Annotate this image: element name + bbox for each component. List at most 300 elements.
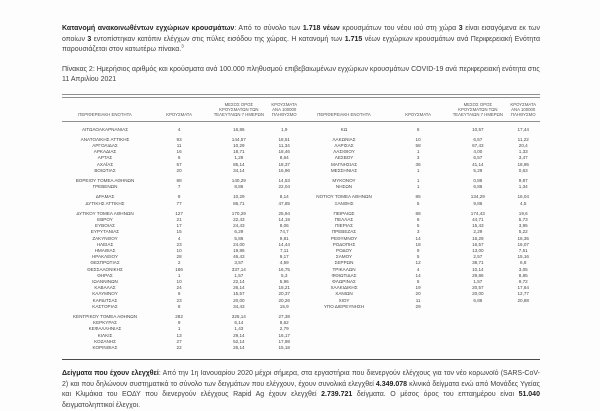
value-cell: 52,14 — [233, 338, 245, 344]
region-name: ΑΝΑΤΟΛΙΚΗΣ ΑΤΤΙΚΗΣ — [80, 136, 130, 142]
region-name: ΛΑΡΙΣΑΣ — [334, 142, 354, 148]
emphasis-text: 2.739.721 — [321, 391, 353, 399]
table-row — [301, 304, 540, 310]
emphasis-text: 4.349.078 — [375, 380, 408, 388]
value-cell: 85 — [415, 194, 421, 200]
value-cell: 12 — [415, 260, 421, 266]
body-text: νέων εγχώριων κρουσμάτων ανά Περιφερειακή Ενότητα παρουσιάζεται στον κατωτέρω πίνακα. — [62, 35, 540, 53]
value-cell: 18,46 — [278, 149, 290, 155]
value-cell: 15 — [176, 229, 182, 235]
region-name: ΦΘΙΩΤΙΔΑΣ — [331, 272, 357, 278]
region-name: ΙΩΑΝΝΙΝΩΝ — [92, 278, 118, 284]
value-cell: 14,44 — [278, 241, 290, 247]
table-group — [301, 127, 540, 133]
table-row — [62, 304, 301, 310]
table-group — [62, 211, 301, 310]
table-row — [62, 184, 301, 190]
value-cell: 88 — [415, 210, 421, 216]
value-cell: 5,22 — [518, 229, 528, 235]
emphasis-text: Δείγματα που έχουν ελεγχθεί — [62, 370, 159, 378]
column-header: ΜΕΣΟΣ ΟΡΟΣ ΚΡΟΥΣΜΑΤΩΝ ΤΩΝ ΤΕΛΕΥΤΑΙΩΝ 7 ΗΜΕΡΩΝ — [452, 101, 503, 118]
region-name: ΚΑΛΥΜΝΟΥ — [92, 291, 118, 297]
column-header: ΚΡΟΥΣΜΑΤΑ ΑΝΑ 100000 ΠΛΗΘΥΣΜΟ — [510, 101, 537, 118]
region-name: ΤΡΙΚΑΛΩΝ — [332, 266, 356, 272]
value-cell: 19 — [415, 285, 421, 291]
value-cell: 134,29 — [470, 194, 485, 200]
value-cell: 22,43 — [233, 216, 245, 222]
region-name: ΡΟΔΟΠΗΣ — [332, 241, 356, 247]
region-name: ΜΑΓΝΗΣΙΑΣ — [330, 161, 358, 167]
emphasis-text: 1.718 νέων — [302, 25, 340, 32]
region-name: ΕΥΡΥΤΑΝΙΑΣ — [90, 229, 120, 235]
value-cell: 174,43 — [470, 210, 485, 216]
value-cell: 24,43 — [233, 223, 245, 229]
value-cell: 6,86 — [473, 297, 483, 303]
region-name: ΚΕΦΑΛΛΗΝΙΑΣ — [88, 326, 122, 332]
value-cell: 3 — [416, 155, 420, 161]
value-cell: 10 — [415, 136, 421, 142]
value-cell: 1 — [416, 167, 420, 173]
region-name: ΑΡΤΑΣ — [97, 155, 113, 161]
value-cell: 6,29 — [234, 229, 244, 235]
value-cell: 6,86 — [473, 184, 483, 190]
value-cell: 17,44 — [517, 126, 529, 132]
value-cell: 93 — [176, 136, 182, 142]
table-caption: Πίνακας 2: Ημερήσιος αριθμός και κρούσματα ανά 100.000 πληθυσμού επιβεβαιωμένων εγχώριων κρουσμάτων COVID-19 ανά περιφερειακή ενότητα στις 11 Απριλίου 2021 — [62, 65, 540, 83]
value-cell: 1 — [416, 177, 420, 183]
value-cell: 3 — [416, 229, 420, 235]
value-cell: 26,14 — [233, 345, 245, 350]
region-name: ΖΑΚΥΝΘΟΥ — [92, 235, 118, 241]
region-name: ΔΥΤΙΚΟΥ ΤΟΜΕΑ ΑΘΗΝΩΝ — [76, 210, 134, 216]
value-cell: 9,81 — [279, 235, 289, 241]
value-cell: 19,86 — [233, 247, 245, 253]
value-cell: 8 — [177, 194, 181, 200]
region-name: ΒΟΡΕΙΟΥ ΤΟΜΕΑ ΑΘΗΝΩΝ — [75, 177, 135, 183]
value-cell: 10 — [176, 278, 182, 284]
value-cell: 20,00 — [472, 291, 484, 297]
value-cell: 20,4 — [518, 142, 528, 148]
region-name: ΦΛΩΡΙΝΑΣ — [332, 278, 356, 284]
value-cell: 29,14 — [233, 332, 245, 338]
value-cell: 27 — [176, 338, 182, 344]
region-name: ΧΙΟΥ — [338, 297, 350, 303]
region-name: ΜΥΚΟΝΟΥ — [332, 177, 356, 183]
region-name: ΧΑΛΚΙΔΙΚΗΣ — [330, 285, 358, 291]
value-cell: 88 — [176, 177, 182, 183]
value-cell: 0,63 — [518, 167, 528, 173]
region-name: ΚΑΡΔΙΤΣΑΣ — [92, 297, 118, 303]
value-cell: 15,43 — [472, 223, 484, 229]
value-cell: 2 — [177, 260, 181, 266]
region-name: ΒΟΙΩΤΙΑΣ — [94, 167, 116, 173]
table-row — [301, 184, 540, 190]
value-cell: 18,51 — [278, 136, 290, 142]
value-cell: 9 — [416, 247, 420, 253]
value-cell: 20 — [415, 291, 421, 297]
column-header: ΚΡΟΥΣΜΑΤΑ — [405, 112, 431, 118]
value-cell: 1,29 — [234, 155, 244, 161]
value-cell: 12,77 — [517, 291, 529, 297]
region-name: ΚΙΛΚΙΣ — [97, 332, 113, 338]
value-cell: 14 — [415, 272, 421, 278]
value-cell: 1,57 — [473, 278, 483, 284]
cases-table-right — [301, 127, 540, 356]
region-name: ΗΡΑΚΛΕΙΟΥ — [91, 254, 119, 260]
value-cell: 2,79 — [279, 326, 289, 332]
table-group — [301, 137, 540, 174]
region-name: ΛΑΚΩΝΙΑΣ — [332, 136, 356, 142]
value-cell: 8 — [177, 303, 181, 309]
region-name: ΗΜΑΘΙΑΣ — [94, 247, 116, 253]
table-group — [62, 314, 301, 351]
region-name: ΔΡΑΜΑΣ — [95, 194, 115, 200]
region-name: ΘΕΣΣΑΛΟΝΙΚΗΣ — [87, 266, 123, 272]
value-cell: 46,43 — [233, 254, 245, 260]
value-cell: 38,71 — [472, 260, 484, 266]
table-row — [301, 168, 540, 174]
value-cell: 18 — [415, 241, 421, 247]
region-name: ΛΕΣΒΟΥ — [334, 155, 354, 161]
value-cell: 1,9 — [281, 126, 288, 132]
table-row — [301, 201, 540, 207]
value-cell: 8,62 — [279, 320, 289, 326]
value-cell: 8,14 — [279, 194, 289, 200]
region-name: ΠΡΕΒΕΖΑΣ — [331, 229, 357, 235]
value-cell: 11 — [415, 297, 421, 303]
value-cell: 7,51 — [518, 247, 528, 253]
value-cell: 57 — [176, 161, 182, 167]
value-cell: 20,37 — [278, 291, 290, 297]
value-cell: 15,57 — [233, 291, 245, 297]
report-page — [62, 24, 540, 411]
emphasis-text: 1.715 — [344, 35, 363, 43]
value-cell: 10,29 — [233, 194, 245, 200]
value-cell: 17 — [176, 223, 182, 229]
region-name: ΑΧΑΪΑΣ — [96, 161, 114, 167]
region-name: ΚΟΖΑΝΗΣ — [94, 338, 116, 344]
value-cell: 20,88 — [517, 297, 529, 303]
value-cell: 22,04 — [278, 184, 290, 190]
region-name: ΧΑΝΙΩΝ — [335, 291, 353, 297]
table-row — [62, 345, 301, 351]
value-cell: 0,86 — [473, 177, 483, 183]
emphasis-text: 3 — [87, 35, 92, 43]
body-text: εντοπίστηκαν κατόπιν ελέγχων στις πύλες εισόδου της χώρας. Η κατανομή των — [91, 35, 345, 43]
value-cell: 4,00 — [473, 149, 483, 155]
region-name: ΚΩ — [340, 126, 348, 132]
region-name: ΣΕΡΡΩΝ — [334, 260, 354, 266]
value-cell: 8,86 — [234, 184, 244, 190]
value-cell: 3,57 — [234, 260, 244, 266]
column-header: ΜΕΣΟΣ ΟΡΟΣ ΚΡΟΥΣΜΑΤΩΝ ΤΩΝ ΤΕΛΕΥΤΑΙΩΝ 7 ΗΜΕΡΩΝ — [213, 101, 264, 118]
value-cell: 34,14 — [233, 167, 245, 173]
cases-table-left — [62, 127, 301, 356]
value-cell: 6 — [177, 155, 181, 161]
value-cell: 24,00 — [233, 241, 245, 247]
value-cell: 44,71 — [472, 216, 484, 222]
footnote-marker: 3 — [181, 43, 184, 49]
table-row — [301, 127, 540, 133]
value-cell: 20,26 — [278, 297, 290, 303]
value-cell: 127 — [175, 210, 183, 216]
emphasis-text: 51.040 — [518, 391, 540, 399]
value-cell: 3,05 — [518, 266, 528, 272]
column-header: ΠΕΡΙΦΕΡΕΙΑΚΗ ΕΝΟΤΗΤΑ — [78, 112, 132, 118]
region-name: ΘΕΣΠΡΩΤΙΑΣ — [90, 260, 120, 266]
region-name: ΚΑΒΑΛΑΣ — [94, 285, 116, 291]
region-name: ΛΑΣΙΘΙΟΥ — [333, 149, 355, 155]
body-text: κρουσμάτων του νέου ιού στη χώρα — [339, 25, 459, 32]
table-bottom-rule — [62, 359, 540, 360]
region-name: ΠΕΛΛΑΣ — [334, 216, 354, 222]
value-cell: 1,34 — [518, 184, 528, 190]
table-group — [301, 194, 540, 206]
value-cell: 11,22 — [517, 136, 529, 142]
value-cell: 10,29 — [233, 142, 245, 148]
region-name: ΕΥΒΟΙΑΣ — [95, 223, 115, 229]
distribution-paragraph — [62, 24, 540, 56]
body-text: : Από την 1η Ιανουαρίου 2020 μέχρι σήμερα, στα εργαστήρια που διενεργούν ελέγχους για τον νέο κορωνοϊό (SARS-CoV-2) και που δηλώνουν συστηματικά το σύνολο των δειγμάτων που ελέγχουν, έχουν συνολικά ελεγχθεί — [62, 370, 540, 388]
value-cell: 16,57 — [472, 241, 484, 247]
value-cell: 19,6 — [518, 210, 528, 216]
body-text: δειγματοληπτικοί έλεγχοι. — [62, 401, 141, 409]
region-name: ΚΑΣΤΟΡΙΑΣ — [92, 303, 118, 309]
value-cell: 6,14 — [234, 320, 244, 326]
value-cell: 1,57 — [234, 272, 244, 278]
value-cell: 23 — [176, 297, 182, 303]
value-cell: 5 — [416, 254, 420, 260]
value-cell: 7,11 — [279, 247, 289, 253]
value-cell: 325,14 — [231, 313, 246, 319]
value-cell: 29,86 — [472, 272, 484, 278]
value-cell: 21 — [176, 216, 182, 222]
value-cell: 17,64 — [517, 285, 529, 291]
region-name: ΕΒΡΟΥ — [97, 216, 113, 222]
value-cell: 6,57 — [473, 155, 483, 161]
region-name: ΡΕΘΥΜΝΟΥ — [330, 235, 358, 241]
value-cell: 144,57 — [231, 136, 246, 142]
region-name: ΡΟΔΟΥ — [336, 247, 353, 253]
region-name: ΑΡΓΟΛΙΔΑΣ — [92, 142, 118, 148]
value-cell: 17,98 — [278, 338, 290, 344]
value-cell: 5,3 — [281, 272, 288, 278]
value-cell: 1,43 — [234, 326, 244, 332]
value-cell: 9 — [177, 320, 181, 326]
value-cell: 13,00 — [472, 247, 484, 253]
body-text: κλινικά δείγματα ενώ από Μονάδες Υγείας και Κλιμάκια του ΕΟΔΥ που διενεργούν ελέγχους Rapid Ag έχουν ελεγχθεί — [62, 380, 541, 399]
value-cell: 5 — [416, 223, 420, 229]
value-cell: 16,17 — [278, 332, 290, 338]
region-name: ΚΟΡΙΝΘΙΑΣ — [92, 345, 118, 350]
value-cell: 5 — [416, 278, 420, 284]
value-cell: 186 — [175, 266, 183, 272]
value-cell: 77 — [176, 200, 182, 206]
value-cell: 1 — [416, 149, 420, 155]
value-cell: 86,71 — [233, 200, 245, 206]
value-cell: 58 — [415, 142, 421, 148]
value-cell: 8,06 — [279, 223, 289, 229]
value-cell: 282 — [175, 313, 183, 319]
table-header-left — [62, 98, 301, 121]
table-row — [62, 201, 301, 207]
value-cell: 14,19 — [278, 216, 290, 222]
table-header-band — [62, 98, 540, 121]
value-cell: 11,34 — [278, 142, 290, 148]
column-header: ΚΡΟΥΣΜΑΤΑ — [166, 112, 192, 118]
value-cell: 18,37 — [278, 161, 290, 167]
value-cell: 20,57 — [472, 285, 484, 291]
value-cell: 9,87 — [518, 177, 528, 183]
value-cell: 7 — [177, 184, 181, 190]
table-group — [62, 194, 301, 206]
value-cell: 15,16 — [517, 254, 529, 260]
table-row — [62, 168, 301, 174]
cases-table — [62, 122, 540, 360]
value-cell: 5,86 — [234, 235, 244, 241]
region-name: ΑΙΤΩΛΟΑΚΑΡΝΑΝΙΑΣ — [81, 126, 129, 132]
value-cell: 29 — [415, 303, 421, 309]
value-cell: 3,95 — [518, 223, 528, 229]
value-cell: 3,47 — [518, 155, 528, 161]
region-name: ΜΕΣΣΗΝΙΑΣ — [330, 167, 358, 173]
value-cell: 8 — [416, 216, 420, 222]
value-cell: 10,57 — [472, 126, 484, 132]
region-name: ΔΥΤΙΚΗΣ ΑΤΤΙΚΗΣ — [85, 200, 125, 206]
column-header: ΠΕΡΙΦΕΡΕΙΑΚΗ ΕΝΟΤΗΤΑ — [317, 112, 371, 118]
value-cell: 18,71 — [233, 149, 245, 155]
value-cell: 16,35 — [517, 235, 529, 241]
region-name: ΝΟΤΙΟΥ ΤΟΜΕΑ ΑΘΗΝΩΝ — [316, 194, 372, 200]
value-cell: 1 — [177, 326, 181, 332]
value-cell — [449, 304, 506, 310]
value-cell: 8,64 — [279, 155, 289, 161]
value-cell: 15,9 — [279, 303, 289, 309]
samples-paragraph — [62, 369, 540, 411]
value-cell: 85,14 — [233, 161, 245, 167]
table-group — [301, 178, 540, 190]
value-cell: 5,96 — [279, 278, 289, 284]
value-cell: 16 — [176, 149, 182, 155]
value-cell: 4 — [416, 266, 420, 272]
value-cell: 16,07 — [517, 241, 529, 247]
value-cell: 67,43 — [472, 142, 484, 148]
value-cell: 1 — [416, 184, 420, 190]
region-name: ΣΑΜΟΥ — [335, 254, 353, 260]
body-text: είναι εισαγόμενα εκ των οποίων — [62, 25, 540, 43]
table-group — [62, 178, 301, 190]
value-cell: 26,14 — [233, 285, 245, 291]
region-name: ΘΗΡΑΣ — [97, 272, 113, 278]
value-cell: 9,17 — [279, 254, 289, 260]
value-cell: 25,94 — [278, 210, 290, 216]
region-name: ΚΕΝΤΡΙΚΟΥ ΤΟΜΕΑ ΑΘΗΝΩΝ — [72, 313, 138, 319]
value-cell: 5 — [416, 200, 420, 206]
value-cell: 18,95 — [517, 161, 529, 167]
value-cell: 10 — [176, 247, 182, 253]
value-cell: 6 — [177, 291, 181, 297]
value-cell: 20,00 — [233, 297, 245, 303]
table-row — [62, 127, 301, 133]
value-cell: 1,33 — [518, 149, 528, 155]
body-text: : Από το σύνολο των — [234, 25, 303, 32]
value-cell: 5,73 — [518, 216, 528, 222]
emphasis-text: 3 — [458, 25, 463, 32]
value-cell: 22 — [176, 345, 182, 350]
value-cell: 47,85 — [278, 200, 290, 206]
value-cell: 16,04 — [517, 194, 529, 200]
value-cell: 14,53 — [278, 177, 290, 183]
value-cell: 1 — [177, 272, 181, 278]
value-cell: 14 — [415, 235, 421, 241]
table-group — [62, 137, 301, 174]
value-cell: 16,29 — [472, 235, 484, 241]
value-cell: 74,7 — [279, 229, 289, 235]
value-cell: 36 — [415, 161, 421, 167]
value-cell: 41,14 — [472, 161, 484, 167]
value-cell: 4,59 — [279, 260, 289, 266]
value-cell: 22,14 — [233, 278, 245, 284]
value-cell: 170,29 — [231, 210, 246, 216]
region-name: ΠΕΙΡΑΙΩΣ — [333, 210, 355, 216]
value-cell: 16,75 — [278, 266, 290, 272]
value-cell: 4 — [177, 126, 181, 132]
value-cell: 27,38 — [278, 313, 290, 319]
value-cell — [507, 304, 540, 310]
value-cell: 4 — [177, 235, 181, 241]
value-cell: 13 — [176, 332, 182, 338]
value-cell: 24 — [176, 285, 182, 291]
value-cell: 337,14 — [231, 266, 246, 272]
value-cell: 6 — [416, 126, 420, 132]
value-cell: 10,14 — [472, 266, 484, 272]
value-cell: 18,21 — [278, 285, 290, 291]
region-name: ΥΠΟ ΔΙΕΡΕΥΝΗΣΗ — [323, 303, 365, 309]
region-name: ΗΛΕΙΑΣ — [96, 241, 114, 247]
value-cell: 9,86 — [473, 200, 483, 206]
emphasis-text: Κατανομή ανακοινωθέντων εγχώριων κρουσμάτων — [62, 25, 235, 32]
body-text: δείγματα. Ο μέσος όρος του επταημέρου είναι — [352, 391, 519, 399]
value-cell: 2,57 — [473, 254, 483, 260]
value-cell: 15,18 — [278, 345, 290, 350]
region-name: ΞΑΝΘΗΣ — [334, 200, 354, 206]
column-header: ΚΡΟΥΣΜΑΤΑ ΑΝΑ 100000 ΠΛΗΘΥΣΜΟ — [271, 101, 298, 118]
value-cell: 16,96 — [278, 167, 290, 173]
value-cell: 4,5 — [520, 200, 527, 206]
region-name: ΑΡΚΑΔΙΑΣ — [93, 149, 117, 155]
value-cell: 2,29 — [473, 229, 483, 235]
region-name: ΚΕΡΚΥΡΑΣ — [93, 320, 117, 326]
table-group — [62, 127, 301, 133]
value-cell: 6,8 — [520, 260, 527, 266]
region-name: ΓΡΕΒΕΝΩΝ — [92, 184, 118, 190]
value-cell: 6,57 — [473, 136, 483, 142]
value-cell: 23 — [176, 241, 182, 247]
value-cell: 5,29 — [473, 167, 483, 173]
value-cell: 140,29 — [231, 177, 246, 183]
value-cell: 20 — [176, 167, 182, 173]
value-cell: 11 — [176, 142, 182, 148]
value-cell: 34,43 — [233, 303, 245, 309]
value-cell: 28 — [176, 254, 182, 260]
table-header-right — [301, 98, 540, 121]
value-cell: 9,72 — [518, 278, 528, 284]
region-name: ΝΗΣΩΝ — [335, 184, 353, 190]
region-name: ΠΙΕΡΙΑΣ — [335, 223, 353, 229]
table-group — [301, 211, 540, 310]
value-cell: 8,85 — [518, 272, 528, 278]
value-cell: 16,86 — [233, 126, 245, 132]
